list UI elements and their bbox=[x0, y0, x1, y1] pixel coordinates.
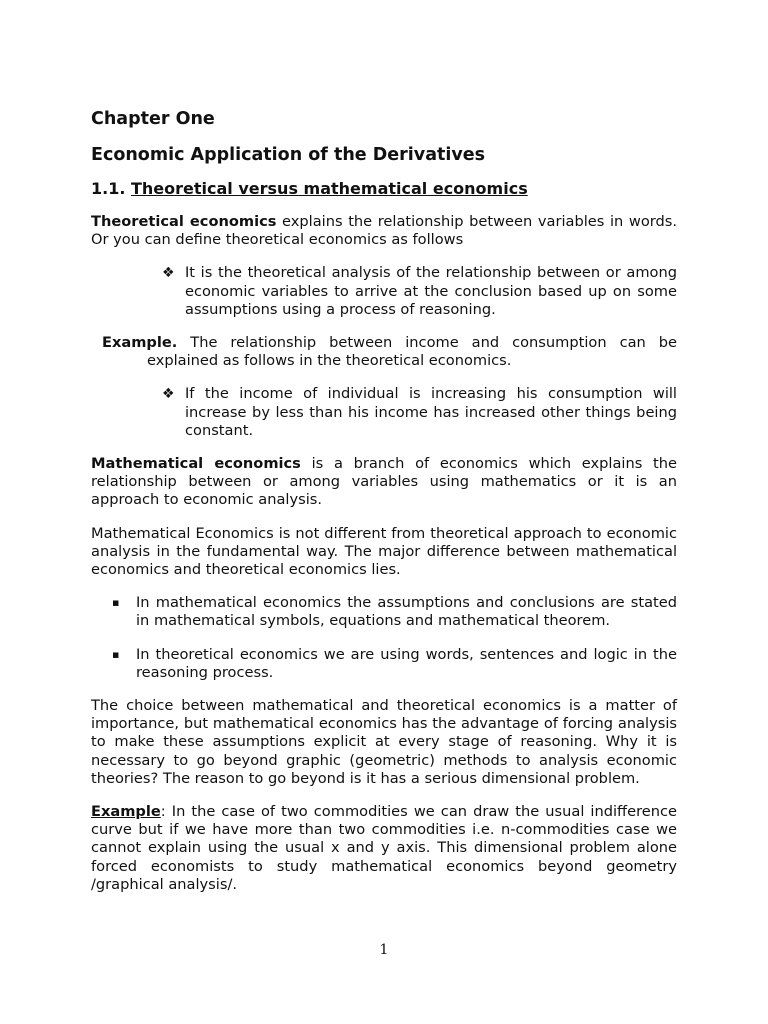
mathematical-text: is a branch of economics which explains the relationship between or among variables using mathematics or it is an approach to economic analysis. bbox=[91, 455, 677, 509]
example-text: The relationship between income and consumption can be explained as follows in the theoretical economics. bbox=[147, 334, 677, 370]
list-item-text: If the income of individual is increasing his consumption will increase by less than his income has increased other things being constant. bbox=[185, 385, 677, 439]
example-two-label: Example bbox=[91, 803, 161, 821]
theoretical-bullet-list bbox=[91, 264, 677, 319]
square-bullet-icon: ▪ bbox=[112, 596, 120, 610]
example-label: Example. bbox=[102, 334, 178, 352]
theoretical-text: explains the relationship between variables in words. Or you can define theoretical economics as follows bbox=[91, 213, 677, 249]
choice-paragraph: The choice between mathematical and theoretical economics is a matter of importance, but mathematical economics has the advantage of forcing analysis to make these assumptions explicit at every stage of reasoning. Why it is necessary to go beyond graphic (geometric) methods to analysis economic theories? The reason to go beyond is it has a serious dimensional problem. bbox=[91, 697, 677, 787]
list-item-text: In mathematical economics the assumptions and conclusions are stated in mathematical symbols, equations and mathematical theorem. bbox=[136, 594, 677, 630]
square-bullet-icon: ▪ bbox=[112, 647, 120, 661]
section-heading bbox=[91, 179, 677, 199]
main-title: Economic Application of the Derivatives bbox=[91, 145, 486, 165]
document-page bbox=[91, 108, 677, 909]
theoretical-definition-paragraph bbox=[91, 213, 677, 249]
mathematical-definition-paragraph bbox=[91, 455, 677, 510]
list-item bbox=[112, 594, 677, 630]
example-two-paragraph bbox=[91, 803, 677, 894]
section-number: 1.1. bbox=[91, 179, 126, 198]
example-bullet-list bbox=[91, 385, 677, 440]
list-item bbox=[162, 264, 677, 319]
diamond-bullet-icon: ❖ bbox=[162, 386, 175, 403]
example-two-colon: : bbox=[160, 803, 166, 821]
mathematical-term: Mathematical economics bbox=[91, 455, 301, 473]
section-title: Theoretical versus mathematical economics bbox=[131, 179, 528, 198]
list-item-text: In theoretical economics we are using words, sentences and logic in the reasoning process. bbox=[136, 645, 677, 681]
theoretical-term: Theoretical economics bbox=[91, 213, 277, 230]
list-item bbox=[112, 645, 677, 682]
page-number: 1 bbox=[379, 942, 389, 958]
list-item bbox=[162, 385, 677, 440]
chapter-title: Chapter One bbox=[91, 109, 215, 129]
example-two-text: In the case of two commodities we can draw the usual indifference curve but if we have more than two commodities i.e. n-commodities case we cannot explain using the usual x and y axis. This dimensional problem alone forced economists to study mathematical economics beyond geometry /graphical analysis/. bbox=[91, 803, 677, 893]
list-item-text: It is the theoretical analysis of the relationship between or among economic variables to arrive at the conclusion based up on some assumptions using a process of reasoning. bbox=[185, 264, 677, 318]
difference-bullet-list bbox=[91, 594, 677, 682]
diamond-bullet-icon: ❖ bbox=[162, 265, 175, 282]
example-paragraph bbox=[102, 334, 677, 370]
difference-paragraph: Mathematical Economics is not different from theoretical approach to economic analysis in the fundamental way. The major difference between mathematical economics and theoretical economics lies. bbox=[91, 524, 677, 579]
